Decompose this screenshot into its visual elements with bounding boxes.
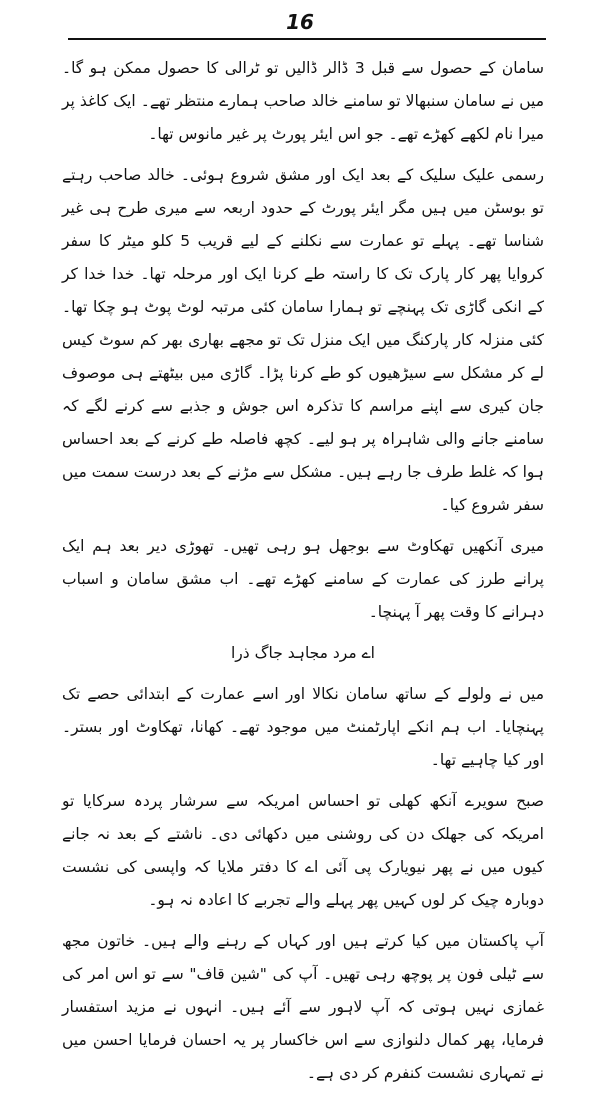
paragraph-5: صبح سویرے آنکھ کھلی تو احساس امریکہ سے سرشار پردہ سرکایا تو امریکہ کی جھلک دن کی روشنی میں دکھائی دی۔ ناشتے کے بعد نہ جانے کیوں میں نے پھر نیویارک پی آئی اے کا دفتر ملایا کہ واپسی کی نشست دوبارہ چیک کر لوں کہیں پھر پہلے والے تجربے کا اعادہ نہ ہو۔ [62, 792, 544, 909]
page-body [62, 52, 544, 1098]
paragraph-2: رسمی علیک سلیک کے بعد ایک اور مشق شروع ہوئی۔ خالد صاحب رہتے تو بوسٹن میں ہیں مگر ایئر پورٹ کے حدود اربعہ سے میری طرح ہی غیر شناسا تھے۔ پہلے تو عمارت سے نکلنے کے لیے قریب 5 کلو میٹر کا سفر کروایا پھر کار پارک تک کا راستہ طے کرنا ایک اور مرحلہ تھا۔ خدا خدا کر کے انکی گاڑی تک پہنچے تو ہمارا سامان کئی مرتبہ لوٹ پوٹ ہو چکا تھا۔ کئی منزلہ کار پارکنگ میں ایک منزل تک تو مجھے بھاری بھر کم سوٹ کیس لے کر مشکل سے سیڑھیوں کو طے کرنا پڑا۔ گاڑی میں بیٹھتے ہی موصوف جان کیری سے اپنے مراسم کا تذکرہ اس جوش و جذبے سے کرنے لگے کہ سامنے جانے والی شاہراہ پر ہو لیے۔ کچھ فاصلہ طے کرنے کے بعد احساس ہوا کہ غلط طرف جا رہے ہیں۔ مشکل سے مڑنے کے بعد درست سمت میں سفر شروع کیا۔ [61, 166, 544, 514]
page-number: 16 [286, 10, 314, 34]
paragraph-6: آپ پاکستان میں کیا کرتے ہیں اور کہاں کے رہنے والے ہیں۔ خاتون مجھ سے ٹیلی فون پر پوچھ رہی تھیں۔ آپ کی "شین قاف" سے تو اس امر کی غمازی نہیں ہوتی کہ آپ لاہور سے آئے ہیں۔ انہوں نے مزید استفسار فرمایا، پھر کمال دلنوازی سے اس خاکسار پر یہ احسان فرمایا احسن میں نے تمہاری نشست کنفرم کر دی ہے۔ [62, 932, 544, 1082]
paragraph-4: میں نے ولولے کے ساتھ سامان نکالا اور اسے عمارت کے ابتدائی حصے تک پہنچایا۔ اب ہم انکے اپارٹمنٹ میں موجود تھے۔ کھانا، تھکاوٹ اور بستر۔ اور کیا چاہیے تھا۔ [62, 685, 544, 769]
paragraph-1: سامان کے حصول سے قبل 3 ڈالر ڈالیں تو ٹرالی کا حصول ممکن ہو گا۔ میں نے سامان سنبھالا تو سامنے خالد صاحب ہمارے منتظر تھے۔ ایک کاغذ پر میرا نام لکھے کھڑے تھے۔ جو اس ایئر پورٹ پر غیر مانوس تھا۔ [62, 59, 544, 143]
verse-line: اے مرد مجاہد جاگ ذرا [231, 644, 375, 662]
paragraph-3: میری آنکھیں تھکاوٹ سے بوجھل ہو رہی تھیں۔ تھوڑی دیر بعد ہم ایک پرانے طرز کی عمارت کے سامنے کھڑے تھے۔ اب مشق سامان و اسباب دہرانے کا وقت پھر آ پہنچا۔ [62, 537, 544, 621]
header-rule [68, 38, 546, 40]
